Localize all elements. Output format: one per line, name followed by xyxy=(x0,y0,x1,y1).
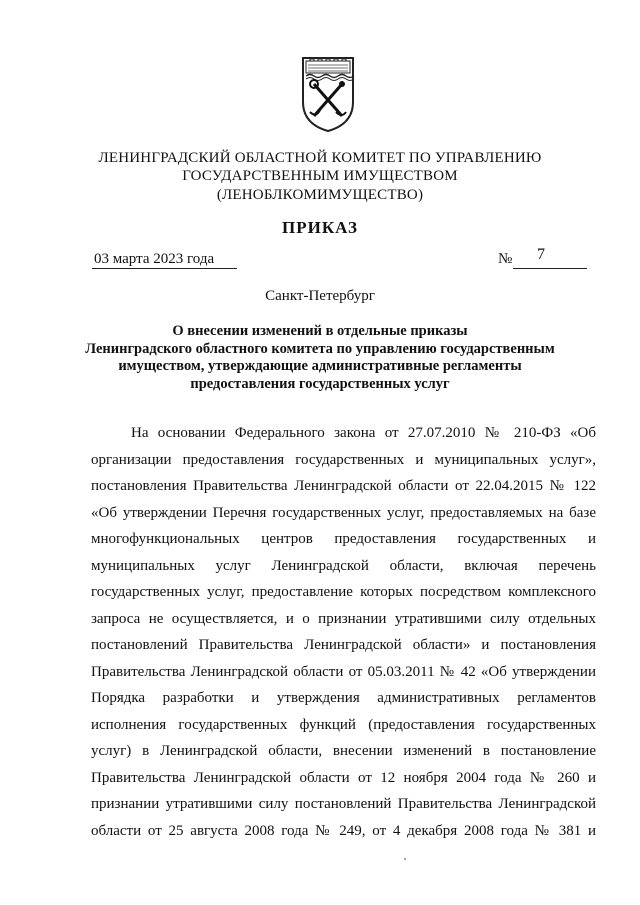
org-name-line-2: ГОСУДАРСТВЕННЫМ ИМУЩЕСТВОМ xyxy=(182,168,458,184)
body-line: признании утратившими силу постановлений Правительства Ленинградской xyxy=(91,796,596,812)
number-sign: № xyxy=(498,251,513,267)
body-line: области от 25 августа 2008 года № 249, от 4 декабря 2008 года № 381 и xyxy=(91,822,596,839)
subject-line: имуществом, утверждающие административные регламенты xyxy=(118,358,522,374)
org-name-line-1: ЛЕНИНГРАДСКИЙ ОБЛАСТНОЙ КОМИТЕТ ПО УПРАВЛЕНИЮ xyxy=(98,150,542,166)
body-line: исполнения государственных функций (предоставления государственных xyxy=(91,716,596,733)
document-date: 03 марта 2023 года xyxy=(94,251,215,267)
org-name-abbreviation: (ЛЕНОБЛКОМИМУЩЕСТВО) xyxy=(216,187,424,203)
body-line: «Об утверждении Перечня государственных услуг, предоставляемых на базе xyxy=(91,504,596,521)
document-body xyxy=(91,420,596,844)
body-line: На основании Федерального закона от 27.07.2010 № 210-ФЗ «Об xyxy=(131,425,596,441)
document-city: Санкт-Петербург xyxy=(265,288,375,304)
body-line: многофункциональных центров предоставления государственных и xyxy=(91,531,596,547)
document-number: 7 xyxy=(537,246,545,263)
subject-line: О внесении изменений в отдельные приказы xyxy=(172,323,468,339)
body-line: муниципальных услуг Ленинградской области, включая перечень xyxy=(91,557,596,574)
subject-line: предоставления государственных услуг xyxy=(190,375,450,392)
document-type-title: ПРИКАЗ xyxy=(282,218,358,237)
body-line: Правительства Ленинградской области от 05.03.2011 № 42 «Об утверждении xyxy=(91,663,596,680)
subject-line: Ленинградского областного комитета по управлению государственным xyxy=(85,340,555,357)
body-line: услуг) в Ленинградской области, внесении изменений в постановление xyxy=(91,743,596,759)
body-line: постановлений Правительства Ленинградской области» и постановления xyxy=(91,637,596,653)
body-line: Правительства Ленинградской области от 12 ноября 2004 года № 260 и xyxy=(91,769,596,786)
body-line: государственных услуг, предоставление которых посредством комплексного xyxy=(91,584,596,600)
number-underline xyxy=(513,268,587,269)
body-line: запроса не осуществляется, и о признании утратившими силу отдельных xyxy=(91,610,596,627)
body-line: постановления Правительства Ленинградской области от 22.04.2015 № 122 xyxy=(91,478,596,494)
date-underline xyxy=(92,268,237,269)
body-line: Порядка разработки и утверждения административных регламентов xyxy=(91,690,596,706)
scan-speck xyxy=(404,858,406,860)
coat-of-arms-icon xyxy=(300,54,356,134)
document-subject xyxy=(60,323,580,393)
body-line: организации предоставления государственных и муниципальных услуг», xyxy=(91,451,596,468)
